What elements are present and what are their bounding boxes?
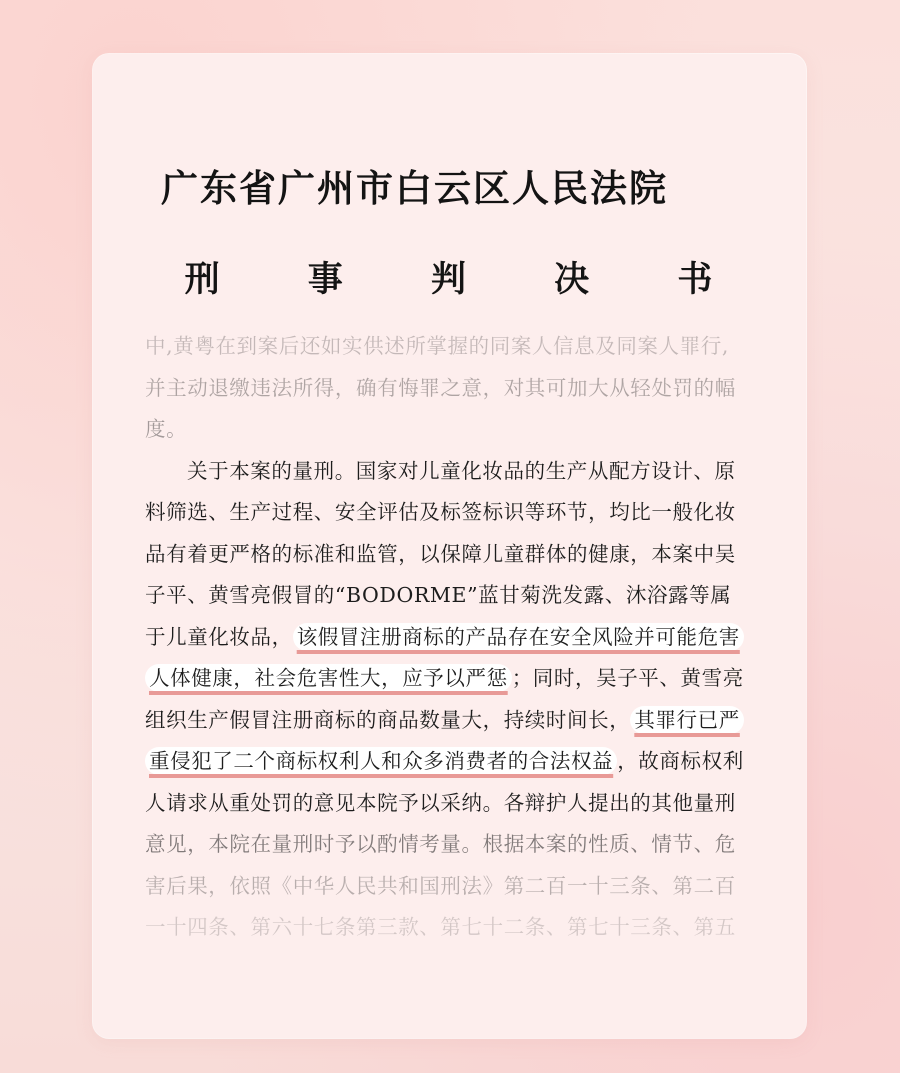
text-line: 害后果，依照《中华人民共和国刑法》第二百一十三条、第二百 bbox=[145, 873, 736, 898]
document-card bbox=[93, 54, 806, 1038]
text-line: 并主动退缴违法所得，确有悔罪之意，对其可加大从轻处罚的幅 bbox=[145, 375, 736, 400]
text-segment: ；同时，吴子平、黄雪亮 bbox=[511, 666, 744, 690]
text-line: 中,黄粤在到案后还如实供述所掌握的同案人信息及同案人罪行, bbox=[145, 334, 729, 358]
text-line bbox=[145, 700, 765, 742]
highlighted-text: 该假冒注册商标的产品存在安全风险并可能危害 bbox=[293, 623, 744, 651]
text-line: 一十四条、第六十七条第三款、第七十二条、第七十三条、第五 bbox=[145, 915, 736, 939]
text-line bbox=[145, 658, 765, 700]
text-line: 人请求从重处罚的意见本院予以采纳。各辩护人提出的其他量刑 bbox=[145, 790, 736, 815]
text-segment: ，故商标权利 bbox=[617, 749, 744, 773]
highlighted-text: 其罪行已严 bbox=[630, 706, 744, 734]
highlighted-text: 重侵犯了二个商标权利人和众多消费者的合法权益 bbox=[145, 747, 617, 775]
judgment-text bbox=[145, 326, 765, 949]
text-line: 意见，本院在量刑时予以酌情考量。根据本案的性质、情节、危 bbox=[145, 832, 736, 856]
highlighted-text: 人体健康，社会危害性大，应予以严惩 bbox=[145, 664, 512, 692]
text-segment: 组织生产假冒注册商标的商品数量大，持续时间长， bbox=[145, 707, 631, 732]
text-line: 关于本案的量刑。国家对儿童化妆品的生产从配方设计、原 bbox=[187, 458, 736, 483]
text-line: 度。 bbox=[145, 417, 188, 441]
text-line bbox=[145, 741, 765, 783]
text-line: 子平、黄雪亮假冒的“BODORME”蓝甘菊洗发露、沐浴露等属 bbox=[145, 583, 732, 607]
text-line: 品有着更严格的标准和监管，以保障儿童群体的健康，本案中吴 bbox=[145, 541, 736, 566]
court-name: 广东省广州市白云区人民法院 bbox=[161, 166, 668, 210]
document-type-title: 刑 事 判 决 书 bbox=[184, 259, 751, 300]
text-line: 料筛选、生产过程、安全评估及标签标识等环节，均比一般化妆 bbox=[145, 500, 736, 524]
text-line bbox=[145, 617, 765, 659]
text-segment: 于儿童化妆品， bbox=[145, 624, 293, 649]
